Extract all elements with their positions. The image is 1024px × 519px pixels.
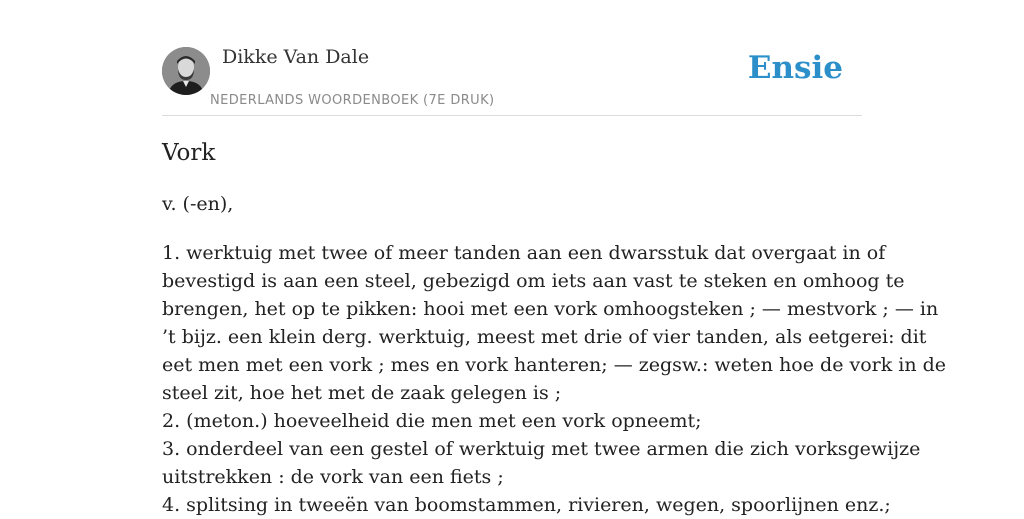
definition-line: 4. splitsing in tweeën van boomstammen, rivieren, wegen, spoorlijnen enz.; [162,494,891,516]
definition-line: eet men met een vork ; mes en vork hanteren; — zegsw.: weten hoe de vork in de [162,354,947,376]
definition-line: steel zit, hoe het met de zaak gelegen is ; [162,382,562,404]
entry-definition [162,239,947,519]
header-divider [162,115,862,116]
dictionary-source: NEDERLANDS WOORDENBOEK (7E DRUK) [210,93,495,108]
definition-line: 3. onderdeel van een gestel of werktuig met twee armen die zich vorksgewijze [162,438,921,460]
entry-grammar: v. (-en), [162,193,234,215]
definition-line: ’t bijz. een klein derg. werktuig, meest met drie of vier tanden, als eetgerei: dit [162,326,927,348]
definition-line: 2. (meton.) hoeveelheid die men met een vork opneemt; [162,410,702,432]
definition-line: uitstrekken : de vork van een fiets ; [162,466,504,488]
ensie-logo[interactable]: Ensie [747,50,843,86]
author-avatar [162,47,210,95]
entry-title: Vork [162,140,216,166]
definition-line: bevestigd is aan een steel, gebezigd om iets aan vast te steken en omhoog te [162,270,905,292]
definition-line: 1. werktuig met twee of meer tanden aan een dwarsstuk dat overgaat in of [162,242,886,264]
author-name[interactable]: Dikke Van Dale [222,46,370,68]
definition-line: brengen, het op te pikken: hooi met een vork omhoogsteken ; — mestvork ; — in [162,298,939,320]
